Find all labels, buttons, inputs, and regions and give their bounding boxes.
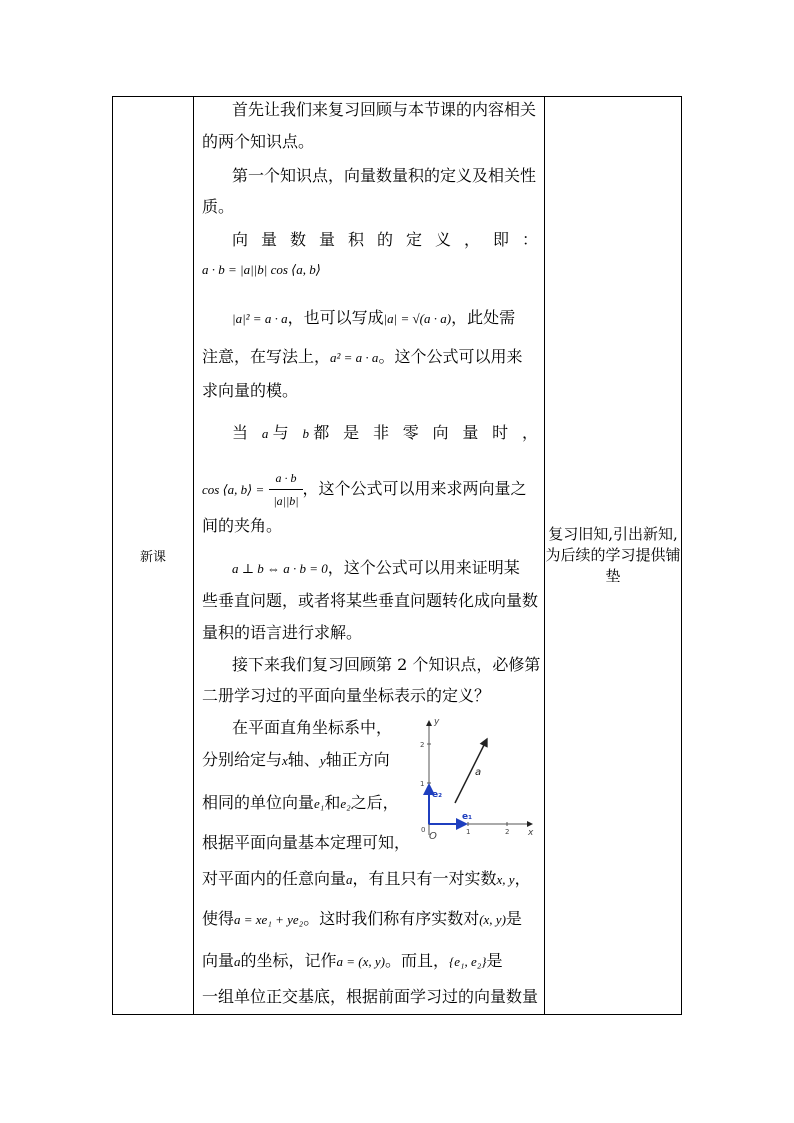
paragraph-line	[202, 792, 399, 815]
paragraph-line	[202, 908, 538, 931]
paragraph-line: 根据平面向量基本定理可知，	[202, 833, 411, 852]
text-span: 是	[486, 951, 503, 970]
text-span: 轴正方向	[325, 750, 390, 769]
vector-a-label: a	[475, 767, 482, 778]
e1-label: e₁	[462, 812, 473, 822]
text-span: 之后，	[350, 793, 399, 812]
y-tick-label: 2	[420, 741, 425, 749]
content-cell	[194, 97, 545, 1015]
x-tick-label: 2	[505, 828, 510, 836]
paragraph-line	[232, 557, 538, 580]
math-basis: {e₁, e₂}	[449, 954, 487, 969]
origin-label: O	[429, 831, 437, 842]
math-var: e₂	[340, 796, 351, 811]
paragraph-line: 首先让我们来复习回顾与本节课的内容相关	[232, 100, 537, 119]
formula-norm-sqrt: |a| = √(a · a)	[383, 311, 452, 326]
paragraph-line: 二册学习过的平面向量坐标表示的定义？	[202, 686, 491, 705]
paragraph-line	[202, 950, 538, 973]
paragraph-line: 接下来我们复习回顾第 2 个知识点，必修第	[232, 655, 541, 674]
formula-dot-product: a · b = |a||b| cos ⟨a, b⟩	[202, 262, 321, 277]
formula-decomposition: a = xe₁ + ye₂	[234, 912, 304, 927]
formula-norm-square: |a|² = a · a	[232, 311, 288, 326]
paragraph-line: 第一个知识点，向量数量积的定义及相关性	[232, 166, 537, 185]
paragraph-line: 质。	[202, 197, 235, 216]
table-row	[113, 97, 682, 1015]
vector-a	[455, 739, 487, 803]
formula-cos-lhs: cos ⟨a, b⟩ =	[202, 482, 265, 497]
text-span: 和	[324, 793, 341, 812]
math-var: y	[319, 753, 326, 768]
paragraph-line: 求向量的模。	[202, 381, 299, 400]
paragraph-line	[232, 307, 538, 330]
text-span: ，此处需	[451, 308, 516, 327]
comment-cell	[545, 97, 682, 1015]
y-tick-label: 1	[420, 780, 425, 788]
text-span: 注意，在写法上，	[202, 347, 331, 366]
paragraph-line: 的两个知识点。	[202, 132, 315, 151]
paragraph-line: 间的夹角。	[202, 516, 283, 535]
paragraph-line	[202, 346, 538, 369]
text-span: 向量	[202, 951, 235, 970]
text-span: ，	[514, 869, 531, 888]
text-span: 轴、	[287, 750, 320, 769]
x-tick-label: 1	[466, 828, 471, 836]
paragraph-line: 一组单位正交基底，根据前面学习过的向量数量	[202, 987, 539, 1006]
x-axis-label: x	[528, 828, 534, 838]
text-span: 。而且，	[385, 951, 450, 970]
text-span: 。这个公式可以用来	[378, 347, 523, 366]
paragraph-line: 向 量 数 量 积 的 定 义 ， 即 ：	[232, 230, 538, 249]
text-span: 的坐标，记作	[240, 951, 337, 970]
paragraph-line	[202, 749, 390, 772]
paragraph-line	[202, 467, 538, 512]
math-var: x, y	[496, 872, 515, 887]
section-label: 新课	[139, 550, 166, 565]
text-span: ，这个公式可以用来求两向量之	[302, 479, 527, 498]
fraction-numerator: a · b	[269, 467, 302, 490]
fraction-denominator: |a||b|	[273, 494, 299, 508]
paragraph-line	[232, 422, 538, 445]
text-span: ，也可以写成	[287, 308, 384, 327]
text-span: 分别给定与	[202, 750, 283, 769]
coordinate-figure	[420, 715, 540, 843]
text-span: 。这时我们称有序实数对	[303, 909, 480, 928]
text-span: 当	[232, 423, 253, 442]
lesson-table	[112, 96, 682, 1015]
text-span: 相同的单位向量	[202, 793, 315, 812]
math-var: x	[282, 753, 288, 768]
text-span: ，这个公式可以用来证明某	[327, 558, 520, 577]
math-var: b	[302, 426, 309, 441]
e2-label: e₂	[432, 790, 443, 800]
math-pair: (x, y)	[479, 912, 506, 927]
formula-coordinate: a = (x, y)	[336, 954, 386, 969]
formula-square: a² = a · a	[330, 350, 379, 365]
text-span: 使得	[202, 909, 235, 928]
formula-perpendicular: a ⊥ b ⇔ a · b = 0	[232, 561, 328, 576]
math-var: a	[234, 954, 241, 969]
content-body	[194, 97, 544, 1014]
math-var: e₁	[314, 796, 325, 811]
text-span: 对平面内的任意向量	[202, 869, 347, 888]
text-span: 与	[268, 423, 294, 442]
comment-text: 复习旧知,引出新知,为后续的学习提供铺垫	[545, 525, 681, 585]
text-span: 都 是 非 零 向 量 时 ，	[308, 423, 538, 442]
y-axis-label: y	[434, 717, 440, 727]
paragraph-line: 在平面直角坐标系中，	[232, 718, 393, 737]
paragraph-line	[202, 868, 538, 891]
math-var: a	[261, 426, 269, 441]
math-var: a	[346, 872, 353, 887]
formula-cos-fraction	[269, 467, 302, 512]
origin-tick-label: 0	[421, 826, 426, 834]
text-span: 是	[505, 909, 522, 928]
section-cell	[113, 97, 194, 1015]
paragraph-line: 量积的语言进行求解。	[202, 623, 363, 642]
paragraph-line: 些垂直问题，或者将某些垂直问题转化成向量数	[202, 591, 539, 610]
text-span: ，有且只有一对实数	[352, 869, 497, 888]
